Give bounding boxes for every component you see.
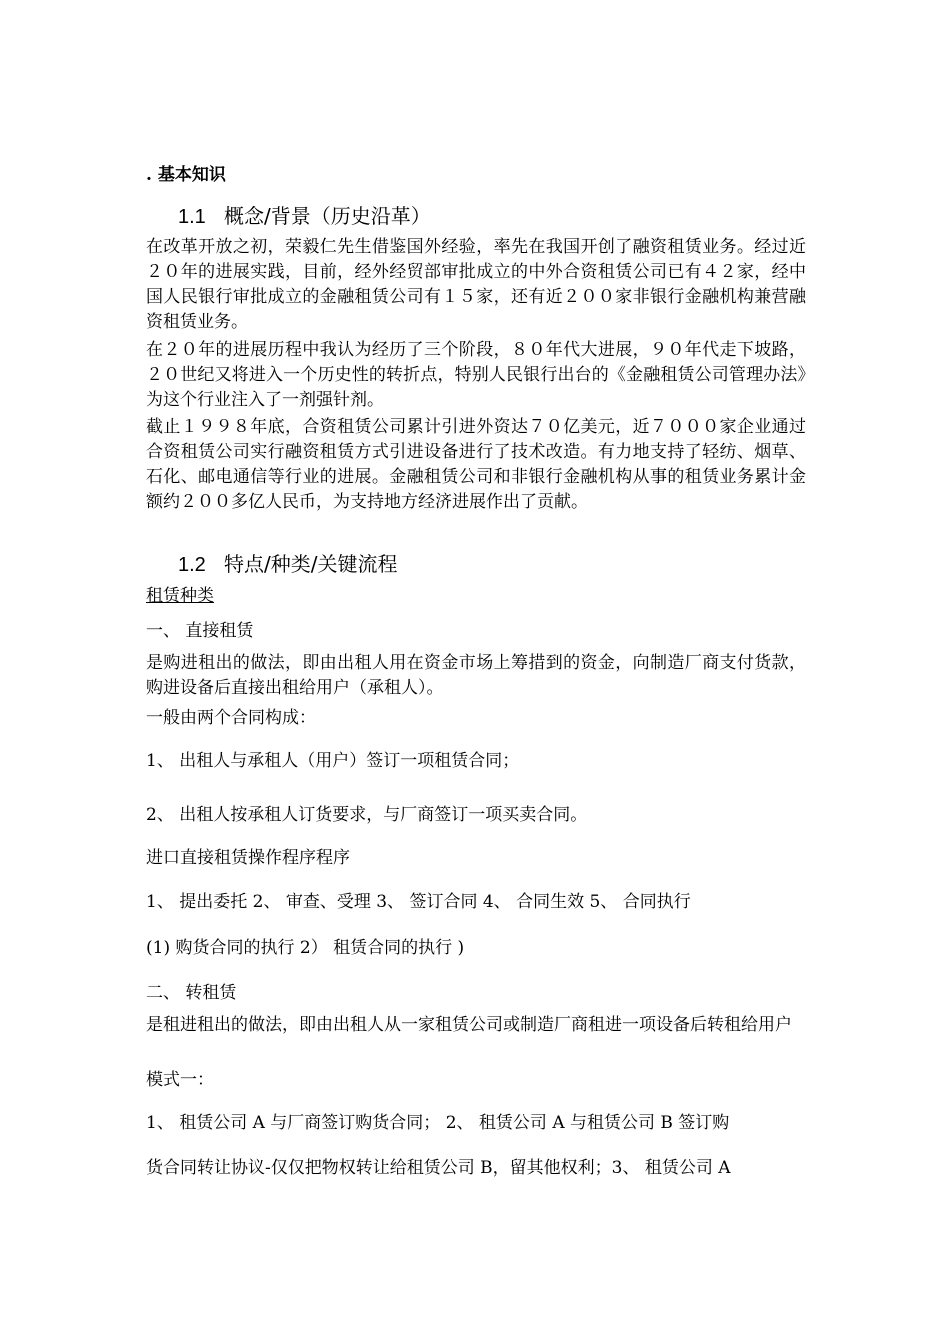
procedure-title: 进口直接租赁操作程序程序 (146, 848, 350, 868)
heading-1-1 (178, 200, 431, 229)
heading-number: 1.1 (178, 206, 206, 228)
sublease-heading: 二、 转租赁 (146, 983, 237, 1003)
mode-one-label: 模式一： (146, 1070, 214, 1090)
section-title: . 基本知识 (146, 165, 226, 185)
paragraph-history-2: 在２０年的进展历程中我认为经历了三个阶段，８０年代大进展，９０年代走下坡路，２０世纪又将进入一个历史性的转折点，特别人民银行出台的《金融租赁公司管理办法》为这个行业注入了一剂强针剂。 (146, 340, 806, 410)
direct-lease-heading: 一、 直接租赁 (146, 621, 254, 641)
paragraph-history-3: 截止１９９８年底，合资租赁公司累计引进外资达７０亿美元，近７０００家企业通过合资租赁公司实行融资租赁方式引进设备进行了技术改造。有力地支持了轻纺、烟草、石化、邮电通信等行业的进展。金融租赁公司和非银行金融机构从事的租赁业务累计金额约２００多亿人民币，为支持地方经济进展作出了贡献。 (146, 417, 806, 512)
heading-number: 1.2 (178, 554, 206, 576)
contracts-intro: 一般由两个合同构成： (146, 708, 316, 728)
mode-one-line-1: 1、 租赁公司 A 与厂商签订购货合同； 2、 租赁公司 A 与租赁公司 B 签订购 (146, 1113, 730, 1133)
mode-one-line-2: 货合同转让协议-仅仅把物权转让给租赁公司 B，留其他权利；3、 租赁公司 A (146, 1158, 731, 1178)
paragraph-history-1: 在改革开放之初，荣毅仁先生借鉴国外经验，率先在我国开创了融资租赁业务。经过近２０年的进展实践，目前，经外经贸部审批成立的中外合资租赁公司已有４２家，经中国人民银行审批成立的金融租赁公司有１５家，还有近２００家非银行金融机构兼营融资租赁业务。 (146, 237, 806, 332)
execution-items: (1) 购货合同的执行 2） 租赁合同的执行 ) (146, 938, 465, 958)
heading-text: 特点/种类/关键流程 (224, 552, 398, 576)
direct-lease-description: 是购进租出的做法，即由出租人用在资金市场上筹措到的资金，向制造厂商支付货款，购进设备后直接出租给用户（承租人）。 (146, 653, 806, 698)
heading-text: 概念/背景（历史沿革） (224, 204, 431, 228)
contract-item-2: 2、 出租人按承租人订货要求，与厂商签订一项买卖合同。 (146, 805, 588, 825)
lease-types-label: 租赁种类 (146, 586, 214, 606)
heading-1-2 (178, 548, 397, 577)
procedure-steps: 1、 提出委托 2、 审查、受理 3、 签订合同 4、 合同生效 5、 合同执行 (146, 892, 691, 912)
sublease-description: 是租进租出的做法，即由出租人从一家租赁公司或制造厂商租进一项设备后转租给用户 (146, 1015, 792, 1035)
contract-item-1: 1、 出租人与承租人（用户）签订一项租赁合同； (146, 751, 520, 771)
